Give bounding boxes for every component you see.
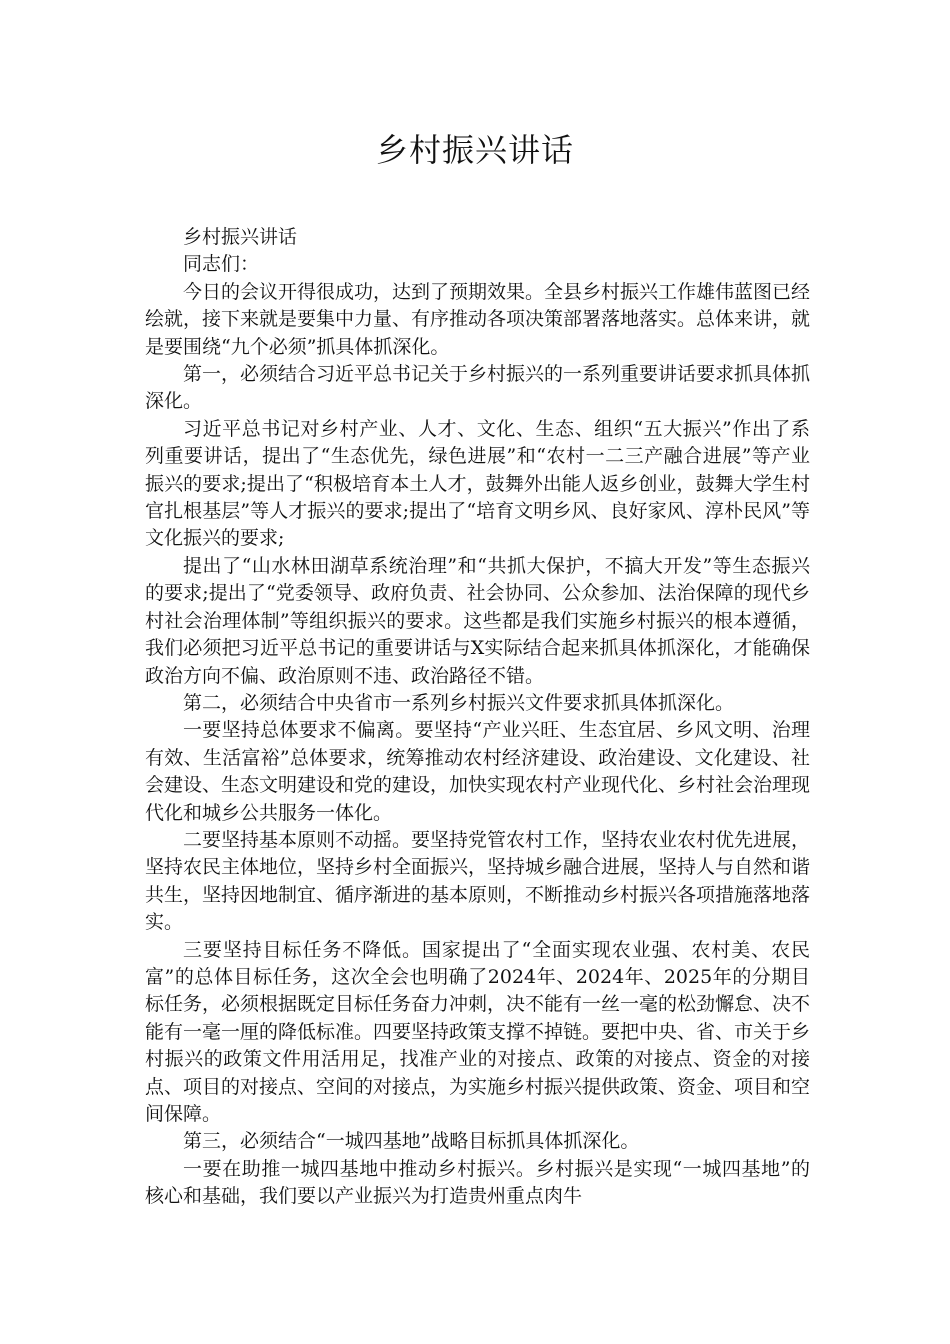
paragraph: 三要坚持目标任务不降低。国家提出了“全面实现农业强、农村美、农民富”的总体目标任务，这次全会也明确了2024年、2024年、2025年的分期目标任务，必须根据既定目标任务奋力冲刺，决不能有一丝一毫的松劲懈怠、决不能有一毫一厘的降低标准。四要坚持政策支撑不掉链。要把中央、省、市关于乡村振兴的政策文件用活用足，找准产业的对接点、政策的对接点、资金的对接点、项目的对接点、空间的对接点，为实施乡村振兴提供政策、资金、项目和空间保障。 — [145, 938, 811, 1125]
paragraph: 第三，必须结合“一城四基地”战略目标抓具体抓深化。 — [183, 1130, 640, 1153]
paragraph: 二要坚持基本原则不动摇。要坚持党管农村工作，坚持农业农村优先进展，坚持农民主体地位，坚持乡村全面振兴，坚持城乡融合进展，坚持人与自然和谐共生，坚持因地制宜、循序渐进的基本原则，不断推动乡村振兴各项措施落地落实。 — [145, 828, 811, 934]
paragraph: 一要在助推一城四基地中推动乡村振兴。乡村振兴是实现“一城四基地”的核心和基础，我们要以产业振兴为打造贵州重点肉牛 — [145, 1157, 810, 1208]
document-body — [145, 224, 810, 1211]
paragraph: 提出了“山水林田湖草系统治理”和“共抓大保护，不搞大开发”等生态振兴的要求;提出了“党委领导、政府负责、社会协同、公众参加、法治保障的现代乡村社会治理体制”等组织振兴的要求。这些都是我们实施乡村振兴的根本遵循，我们必须把习近平总书记的重要讲话与X实际结合起来抓具体抓深化，才能确保政治方向不偏、政治原则不违、政治路径不错。 — [145, 554, 810, 687]
paragraph: 乡村振兴讲话 — [183, 226, 298, 248]
paragraph: 习近平总书记对乡村产业、人才、文化、生态、组织“五大振兴”作出了系列重要讲话，提出了“生态优先，绿色进展”和“农村一二三产融合进展”等产业振兴的要求;提出了“积极培育本土人才，鼓舞外出能人返乡创业，鼓舞大学生村官扎根基层”等人才振兴的要求;提出了“培育文明乡风、良好家风、淳朴民风”等文化振兴的要求; — [145, 417, 810, 550]
paragraph: 同志们： — [183, 253, 260, 276]
paragraph: 第一，必须结合习近平总书记关于乡村振兴的一系列重要讲话要求抓具体抓深化。 — [145, 363, 811, 413]
paragraph: 今日的会议开得很成功，达到了预期效果。全县乡村振兴工作雄伟蓝图已经绘就，接下来就是要集中力量、有序推动各项决策部署落地落实。总体来讲，就是要围绕“九个必须”抓具体抓深化。 — [145, 280, 811, 358]
paragraph: 第二，必须结合中央省市一系列乡村振兴文件要求抓具体抓深化。 — [183, 691, 735, 714]
paragraph: 一要坚持总体要求不偏离。要坚持“产业兴旺、生态宜居、乡风文明、治理有效、生活富裕”总体要求，统筹推动农村经济建设、政治建设、文化建设、社会建设、生态文明建设和党的建设，加快实现农村产业现代化、乡村社会治理现代化和城乡公共服务一体化。 — [145, 719, 811, 824]
document-title: 乡村振兴讲话 — [375, 131, 574, 169]
